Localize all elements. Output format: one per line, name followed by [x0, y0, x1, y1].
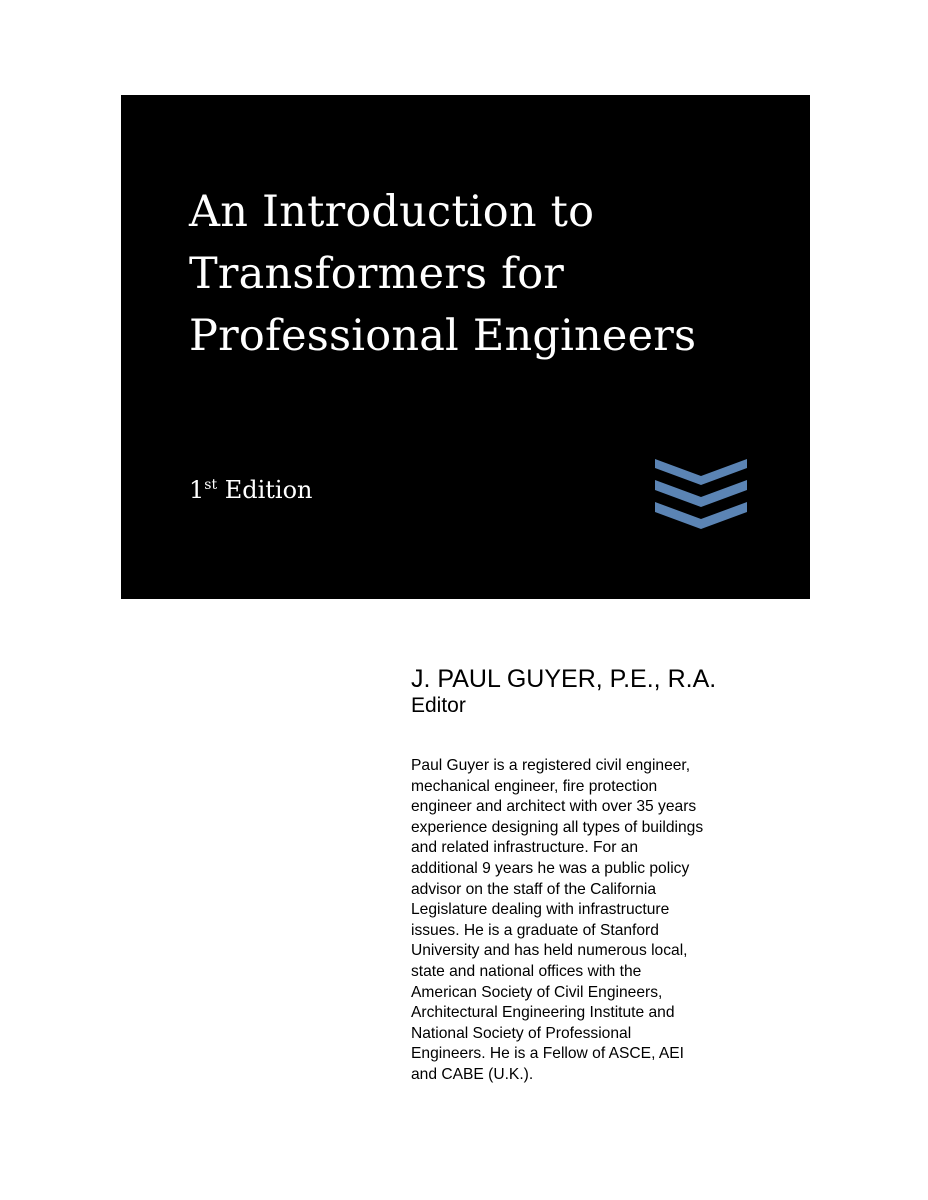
- bio-line: and CABE (U.K.).: [411, 1065, 534, 1083]
- title-line: Professional Engineers: [189, 311, 697, 361]
- title-line: An Introduction to: [189, 187, 595, 237]
- author-bio: [411, 756, 811, 1086]
- bio-line: issues. He is a graduate of Stanford: [411, 921, 659, 939]
- bio-line: University and has held numerous local,: [411, 942, 688, 960]
- bio-line: advisor on the staff of the California: [411, 880, 657, 898]
- bio-line: experience designing all types of buildings: [411, 818, 704, 836]
- bio-line: additional 9 years he was a public policy: [411, 859, 690, 877]
- book-title: [189, 181, 696, 367]
- bio-line: Architectural Engineering Institute and: [411, 1004, 675, 1022]
- triple-chevron-down-icon: [655, 459, 747, 537]
- bio-line: Paul Guyer is a registered civil engineer,: [411, 757, 691, 774]
- bio-line: American Society of Civil Engineers,: [411, 983, 663, 1001]
- author-block: [411, 664, 811, 1086]
- bio-line: and related infrastructure. For an: [411, 839, 639, 857]
- title-line: Transformers for: [189, 249, 565, 299]
- edition-number: 1: [189, 476, 205, 504]
- bio-line: engineer and architect with over 35 years: [411, 798, 697, 816]
- author-role: Editor: [411, 694, 466, 717]
- bio-line: National Society of Professional: [411, 1024, 632, 1042]
- chevron-stripe: [655, 459, 747, 485]
- edition-suffix: st: [204, 477, 218, 493]
- author-name: J. PAUL GUYER, P.E., R.A.: [411, 665, 717, 693]
- edition-label: [189, 475, 313, 505]
- cover-panel: [121, 95, 810, 599]
- bio-line: Legislature dealing with infrastructure: [411, 901, 670, 919]
- edition-text: Edition: [217, 476, 313, 504]
- bio-line: mechanical engineer, fire protection: [411, 777, 658, 795]
- bio-line: state and national offices with the: [411, 962, 642, 980]
- bio-line: Engineers. He is a Fellow of ASCE, AEI: [411, 1045, 685, 1063]
